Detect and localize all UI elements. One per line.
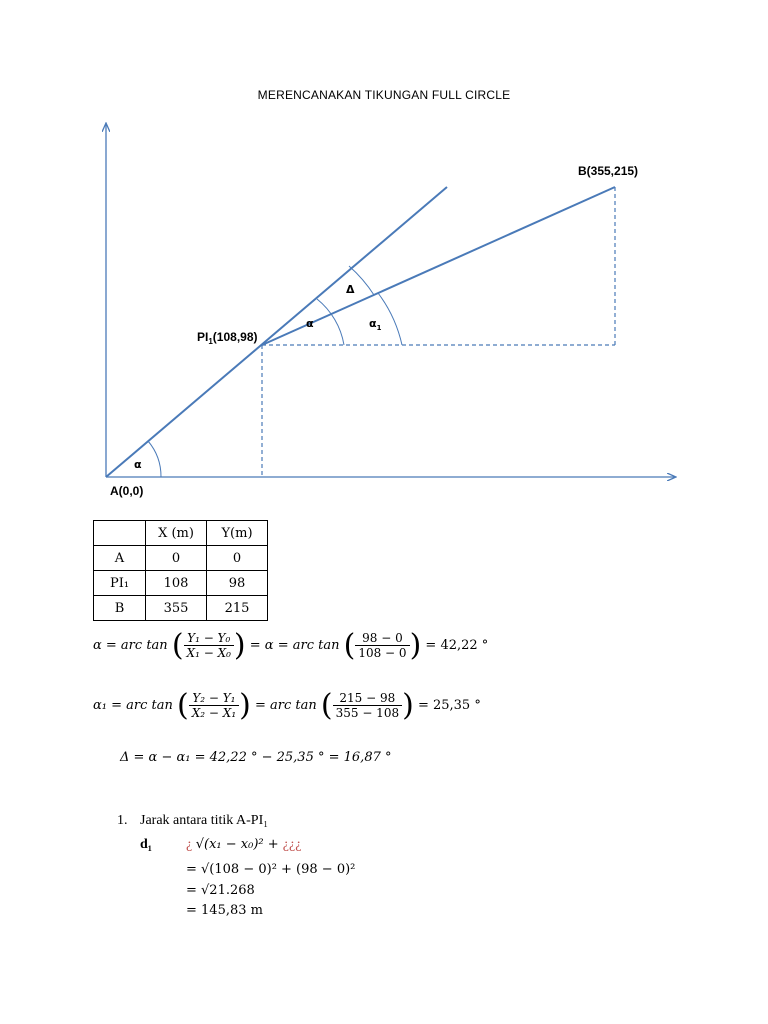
- eq-alpha1-num2: 215 − 98: [333, 691, 403, 706]
- table-header-cell: Y(m): [207, 521, 268, 546]
- tangent-line-pi-b: [262, 187, 615, 345]
- coordinates-table: [93, 520, 268, 621]
- label-alpha-a: α: [134, 458, 142, 471]
- eq-alpha1-lhs: α₁ = arc tan: [93, 698, 173, 713]
- label-alpha1: $\alpha_1$: [369, 317, 382, 332]
- table-header-row: [94, 521, 268, 546]
- label-point-pi: $PI_1(108,98)$: [197, 330, 258, 346]
- table-cell: 108: [146, 571, 207, 596]
- step-number: 1.: [117, 813, 128, 828]
- step-title: Jarak antara titik A-PI₁: [140, 813, 269, 828]
- page-title: MERENCANAKAN TIKUNGAN FULL CIRCLE: [257, 88, 511, 102]
- distance-formula-line2: = √(108 − 0)² + (98 − 0)²: [186, 862, 356, 877]
- eq-alpha1-den2: 355 − 108: [335, 706, 400, 720]
- eq-alpha-den: X₁ − X₀: [186, 646, 231, 660]
- arc-alpha-pi: [317, 299, 344, 345]
- table-cell: 355: [146, 596, 207, 621]
- eq-alpha-den2: 108 − 0: [358, 646, 407, 660]
- table-cell: 0: [146, 546, 207, 571]
- label-alpha-pi: α: [306, 317, 314, 330]
- arc-alpha1: [378, 293, 402, 345]
- formula-glyph-suffix: ¿¿¿: [282, 837, 302, 852]
- eq-alpha-num: Y₁ − Y₀: [184, 631, 234, 646]
- eq-alpha-num2: 98 − 0: [355, 631, 409, 646]
- distance-label: d₁: [140, 837, 152, 852]
- table-cell: PI₁: [94, 571, 146, 596]
- distance-formula-line3: = √21.268: [186, 883, 255, 898]
- arc-alpha-a: [148, 441, 161, 477]
- eq-alpha-lhs: α = arc tan: [93, 638, 168, 653]
- table-cell: 215: [207, 596, 268, 621]
- eq-alpha1-mid: = arc tan: [254, 698, 317, 713]
- equation-alpha: α = arc tan ( $\frac{\text{Y₁ − Y₀}}{\text{X₁ − X₀}}$ ) = α = arc tan ( $\frac{98 - 0}{108 - 0}$ ) = 42,22 °: [93, 628, 489, 663]
- eq-alpha-mid: = α = arc tan: [249, 638, 340, 653]
- table-cell: 98: [207, 571, 268, 596]
- table-cell: 0: [207, 546, 268, 571]
- table-header-cell: [94, 521, 146, 546]
- tangent-line-a-pi: [106, 187, 447, 477]
- table-header-cell: X (m): [146, 521, 207, 546]
- alignment-diagram: [0, 0, 768, 510]
- formula-sqrt-expression: √(x₁ − x₀)² +: [195, 837, 283, 852]
- label-point-b: B(355,215): [578, 164, 639, 178]
- distance-result: = 145,83 m: [186, 903, 263, 918]
- eq-alpha-result: = 42,22 °: [425, 638, 489, 653]
- table-cell: A: [94, 546, 146, 571]
- table-row: [94, 546, 268, 571]
- table-row: [94, 571, 268, 596]
- distance-formula-line1: [186, 837, 301, 853]
- label-delta: Δ: [346, 283, 355, 296]
- equation-delta: Δ = α − α₁ = 42,22 ° − 25,35 ° = 16,87 °: [120, 750, 392, 765]
- eq-alpha1-den: X₂ − X₁: [191, 706, 237, 720]
- formula-glyph-prefix: ¿: [186, 837, 193, 852]
- label-point-a: A(0,0): [110, 484, 144, 498]
- table-cell: B: [94, 596, 146, 621]
- eq-alpha1-num: Y₂ − Y₁: [189, 691, 239, 706]
- eq-alpha1-result: = 25,35 °: [417, 698, 481, 713]
- equation-alpha1: α₁ = arc tan ( $\frac{\text{Y₂ − Y₁}}{\text{X₂ − X₁}}$ ) = arc tan ( $\frac{215 - 98}{355 - 108}$ ) = 25,35 °: [93, 688, 481, 723]
- table-row: [94, 596, 268, 621]
